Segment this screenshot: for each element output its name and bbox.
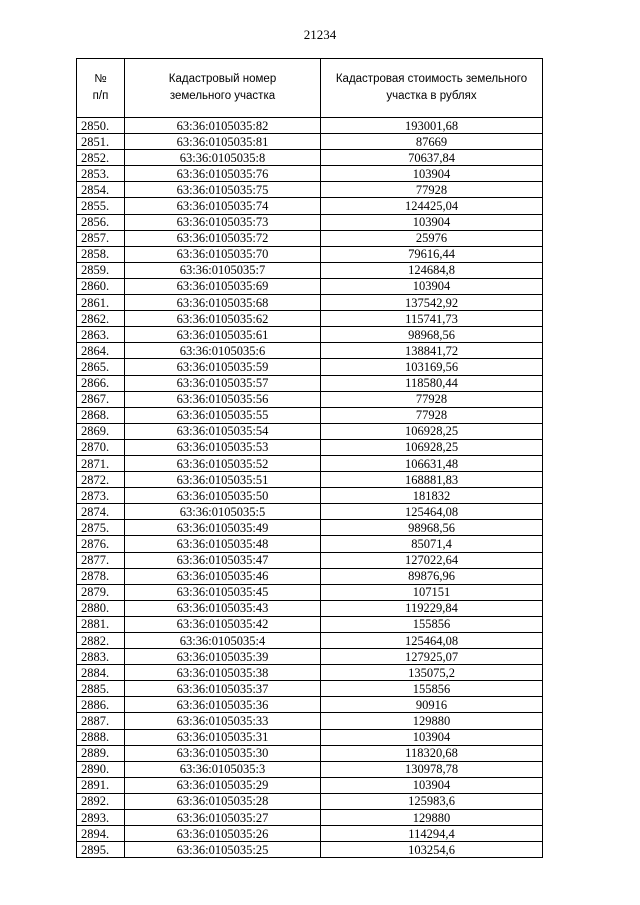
cadastral-value: 77928 xyxy=(321,407,543,423)
cadastral-value: 98968,56 xyxy=(321,327,543,343)
table-row xyxy=(77,729,543,745)
cadastral-value: 138841,72 xyxy=(321,343,543,359)
row-number: 2874. xyxy=(77,504,125,520)
table-row xyxy=(77,536,543,552)
cadastral-number: 63:36:0105035:6 xyxy=(125,343,321,359)
table-row xyxy=(77,488,543,504)
row-number: 2873. xyxy=(77,488,125,504)
cadastral-number: 63:36:0105035:33 xyxy=(125,713,321,729)
table-row xyxy=(77,343,543,359)
row-number: 2856. xyxy=(77,214,125,230)
cadastral-number: 63:36:0105035:68 xyxy=(125,295,321,311)
cadastral-value: 118580,44 xyxy=(321,375,543,391)
cadastral-value: 130978,78 xyxy=(321,761,543,777)
cadastral-number: 63:36:0105035:38 xyxy=(125,665,321,681)
row-number: 2877. xyxy=(77,552,125,568)
cadastral-number: 63:36:0105035:73 xyxy=(125,214,321,230)
header-number xyxy=(77,59,125,118)
row-number: 2858. xyxy=(77,246,125,262)
row-number: 2893. xyxy=(77,810,125,826)
table-row xyxy=(77,697,543,713)
table-row xyxy=(77,262,543,278)
cadastral-value: 129880 xyxy=(321,713,543,729)
cadastral-value: 90916 xyxy=(321,697,543,713)
cadastral-value: 103904 xyxy=(321,729,543,745)
row-number: 2895. xyxy=(77,842,125,858)
cadastral-value: 103904 xyxy=(321,777,543,793)
cadastral-value: 70637,84 xyxy=(321,150,543,166)
row-number: 2855. xyxy=(77,198,125,214)
cadastral-number: 63:36:0105035:59 xyxy=(125,359,321,375)
cadastral-number: 63:36:0105035:30 xyxy=(125,745,321,761)
cadastral-number: 63:36:0105035:52 xyxy=(125,455,321,471)
cadastral-value: 106631,48 xyxy=(321,455,543,471)
cadastral-number: 63:36:0105035:7 xyxy=(125,262,321,278)
cadastral-number: 63:36:0105035:47 xyxy=(125,552,321,568)
table-row xyxy=(77,616,543,632)
row-number: 2891. xyxy=(77,777,125,793)
cadastral-number: 63:36:0105035:26 xyxy=(125,826,321,842)
cadastral-value: 124425,04 xyxy=(321,198,543,214)
cadastral-value: 135075,2 xyxy=(321,665,543,681)
table-row xyxy=(77,246,543,262)
cadastral-number: 63:36:0105035:42 xyxy=(125,616,321,632)
table-row xyxy=(77,713,543,729)
cadastral-number: 63:36:0105035:61 xyxy=(125,327,321,343)
cadastral-number: 63:36:0105035:29 xyxy=(125,777,321,793)
cadastral-number: 63:36:0105035:5 xyxy=(125,504,321,520)
table-row xyxy=(77,600,543,616)
row-number: 2882. xyxy=(77,633,125,649)
cadastral-value: 106928,25 xyxy=(321,439,543,455)
cadastral-value: 168881,83 xyxy=(321,472,543,488)
cadastral-value: 79616,44 xyxy=(321,246,543,262)
cadastral-value: 77928 xyxy=(321,182,543,198)
row-number: 2884. xyxy=(77,665,125,681)
row-number: 2864. xyxy=(77,343,125,359)
table-row xyxy=(77,568,543,584)
table-row xyxy=(77,134,543,150)
table-row xyxy=(77,327,543,343)
row-number: 2878. xyxy=(77,568,125,584)
table-row xyxy=(77,359,543,375)
table-row xyxy=(77,665,543,681)
cadastral-number: 63:36:0105035:82 xyxy=(125,118,321,134)
table-row xyxy=(77,166,543,182)
cadastral-value: 118320,68 xyxy=(321,745,543,761)
page-number: 21234 xyxy=(303,27,337,42)
row-number: 2866. xyxy=(77,375,125,391)
header-row xyxy=(77,59,543,118)
cadastral-value: 103904 xyxy=(321,278,543,294)
table-row xyxy=(77,295,543,311)
row-number: 2875. xyxy=(77,520,125,536)
row-number: 2865. xyxy=(77,359,125,375)
row-number: 2889. xyxy=(77,745,125,761)
table-row xyxy=(77,552,543,568)
row-number: 2861. xyxy=(77,295,125,311)
cadastral-number: 63:36:0105035:55 xyxy=(125,407,321,423)
table-row xyxy=(77,391,543,407)
table-row xyxy=(77,810,543,826)
row-number: 2862. xyxy=(77,311,125,327)
row-number: 2890. xyxy=(77,761,125,777)
table-header xyxy=(77,59,543,118)
row-number: 2892. xyxy=(77,793,125,809)
row-number: 2872. xyxy=(77,472,125,488)
cadastral-value: 125464,08 xyxy=(321,633,543,649)
header-cadastral-value xyxy=(321,59,543,118)
cadastral-value: 127022,64 xyxy=(321,552,543,568)
cadastral-number: 63:36:0105035:56 xyxy=(125,391,321,407)
table-row xyxy=(77,439,543,455)
cadastral-value: 85071,4 xyxy=(321,536,543,552)
row-number: 2871. xyxy=(77,455,125,471)
cadastral-value: 155856 xyxy=(321,616,543,632)
table-row xyxy=(77,681,543,697)
row-number: 2857. xyxy=(77,230,125,246)
cadastral-number: 63:36:0105035:51 xyxy=(125,472,321,488)
row-number: 2852. xyxy=(77,150,125,166)
cadastral-value: 125983,6 xyxy=(321,793,543,809)
table-row xyxy=(77,375,543,391)
cadastral-number: 63:36:0105035:53 xyxy=(125,439,321,455)
cadastral-number: 63:36:0105035:27 xyxy=(125,810,321,826)
cadastral-value: 107151 xyxy=(321,584,543,600)
cadastral-value: 103904 xyxy=(321,214,543,230)
table-row xyxy=(77,472,543,488)
cadastral-number: 63:36:0105035:36 xyxy=(125,697,321,713)
table-row xyxy=(77,198,543,214)
cadastral-value: 89876,96 xyxy=(321,568,543,584)
table-body xyxy=(77,118,543,858)
cadastral-number: 63:36:0105035:25 xyxy=(125,842,321,858)
table-row xyxy=(77,504,543,520)
row-number: 2881. xyxy=(77,616,125,632)
cadastral-number: 63:36:0105035:54 xyxy=(125,423,321,439)
header-cadastral-value-line1: Кадастровая стоимость земельного xyxy=(335,73,528,85)
cadastral-value: 103169,56 xyxy=(321,359,543,375)
row-number: 2883. xyxy=(77,649,125,665)
cadastral-number: 63:36:0105035:37 xyxy=(125,681,321,697)
cadastral-number: 63:36:0105035:70 xyxy=(125,246,321,262)
row-number: 2870. xyxy=(77,439,125,455)
cadastral-number: 63:36:0105035:4 xyxy=(125,633,321,649)
row-number: 2853. xyxy=(77,166,125,182)
cadastral-value: 193001,68 xyxy=(321,118,543,134)
row-number: 2860. xyxy=(77,278,125,294)
row-number: 2854. xyxy=(77,182,125,198)
row-number: 2869. xyxy=(77,423,125,439)
table-row xyxy=(77,118,543,134)
table-row xyxy=(77,311,543,327)
header-cadastral-number-line1: Кадастровый номер xyxy=(168,73,277,85)
row-number: 2868. xyxy=(77,407,125,423)
cadastral-value: 114294,4 xyxy=(321,826,543,842)
cadastral-value: 129880 xyxy=(321,810,543,826)
table-row xyxy=(77,826,543,842)
row-number: 2850. xyxy=(77,118,125,134)
cadastral-number: 63:36:0105035:50 xyxy=(125,488,321,504)
cadastral-value: 181832 xyxy=(321,488,543,504)
row-number: 2859. xyxy=(77,262,125,278)
cadastral-value: 119229,84 xyxy=(321,600,543,616)
cadastral-number: 63:36:0105035:43 xyxy=(125,600,321,616)
cadastral-number: 63:36:0105035:76 xyxy=(125,166,321,182)
cadastral-number: 63:36:0105035:74 xyxy=(125,198,321,214)
header-cadastral-number-line2: земельного участка xyxy=(169,90,276,102)
cadastral-value: 137542,92 xyxy=(321,295,543,311)
cadastral-number: 63:36:0105035:46 xyxy=(125,568,321,584)
row-number: 2879. xyxy=(77,584,125,600)
cadastral-number: 63:36:0105035:3 xyxy=(125,761,321,777)
cadastral-value-table xyxy=(76,58,543,858)
cadastral-value: 124684,8 xyxy=(321,262,543,278)
cadastral-value: 87669 xyxy=(321,134,543,150)
table-row xyxy=(77,745,543,761)
table-row xyxy=(77,633,543,649)
cadastral-number: 63:36:0105035:28 xyxy=(125,793,321,809)
cadastral-value: 155856 xyxy=(321,681,543,697)
table-row xyxy=(77,182,543,198)
cadastral-number: 63:36:0105035:62 xyxy=(125,311,321,327)
cadastral-number: 63:36:0105035:69 xyxy=(125,278,321,294)
header-number-line1: № xyxy=(94,73,107,85)
cadastral-number: 63:36:0105035:72 xyxy=(125,230,321,246)
table-row xyxy=(77,649,543,665)
row-number: 2888. xyxy=(77,729,125,745)
cadastral-value: 115741,73 xyxy=(321,311,543,327)
cadastral-number: 63:36:0105035:57 xyxy=(125,375,321,391)
header-cadastral-value-line2: участка в рублях xyxy=(386,90,477,102)
cadastral-number: 63:36:0105035:81 xyxy=(125,134,321,150)
row-number: 2887. xyxy=(77,713,125,729)
header-number-line2: п/п xyxy=(92,90,109,102)
cadastral-number: 63:36:0105035:8 xyxy=(125,150,321,166)
cadastral-value: 77928 xyxy=(321,391,543,407)
row-number: 2851. xyxy=(77,134,125,150)
cadastral-number: 63:36:0105035:75 xyxy=(125,182,321,198)
table-row xyxy=(77,761,543,777)
table-row xyxy=(77,230,543,246)
header-cadastral-number xyxy=(125,59,321,118)
cadastral-value: 25976 xyxy=(321,230,543,246)
row-number: 2863. xyxy=(77,327,125,343)
table-row xyxy=(77,278,543,294)
cadastral-number: 63:36:0105035:48 xyxy=(125,536,321,552)
cadastral-number: 63:36:0105035:45 xyxy=(125,584,321,600)
table-row xyxy=(77,423,543,439)
cadastral-value: 98968,56 xyxy=(321,520,543,536)
cadastral-number: 63:36:0105035:31 xyxy=(125,729,321,745)
row-number: 2867. xyxy=(77,391,125,407)
cadastral-number: 63:36:0105035:49 xyxy=(125,520,321,536)
cadastral-number: 63:36:0105035:39 xyxy=(125,649,321,665)
row-number: 2894. xyxy=(77,826,125,842)
table-row xyxy=(77,214,543,230)
table-row xyxy=(77,793,543,809)
table-row xyxy=(77,777,543,793)
table-row xyxy=(77,407,543,423)
table-row xyxy=(77,520,543,536)
cadastral-value: 127925,07 xyxy=(321,649,543,665)
table-row xyxy=(77,842,543,858)
cadastral-value: 103254,6 xyxy=(321,842,543,858)
table-row xyxy=(77,584,543,600)
table-row xyxy=(77,455,543,471)
cadastral-value: 106928,25 xyxy=(321,423,543,439)
row-number: 2880. xyxy=(77,600,125,616)
cadastral-value: 125464,08 xyxy=(321,504,543,520)
row-number: 2885. xyxy=(77,681,125,697)
cadastral-value: 103904 xyxy=(321,166,543,182)
table-row xyxy=(77,150,543,166)
row-number: 2876. xyxy=(77,536,125,552)
row-number: 2886. xyxy=(77,697,125,713)
